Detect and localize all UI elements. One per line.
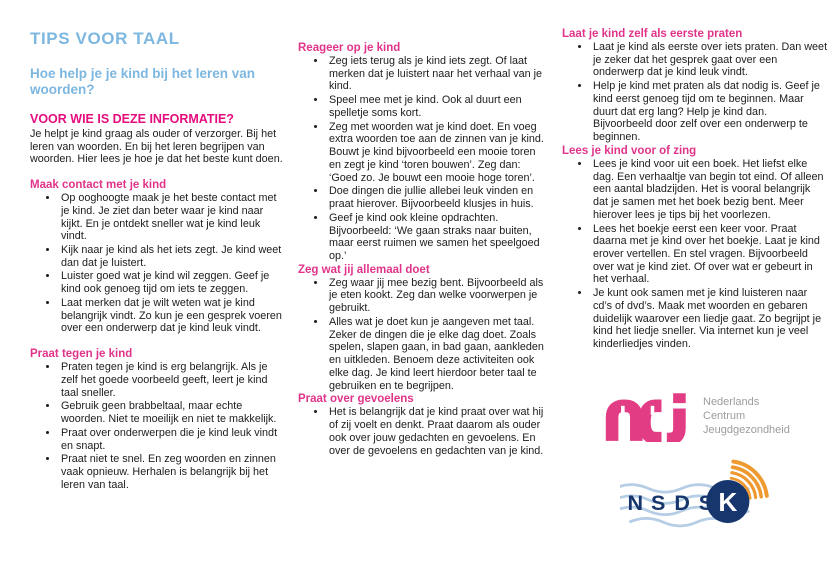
bullet-item: • Zeg waar jij mee bezig bent. Bijvoorbeeld als je eten kookt. Zeg dan welke voorwerpen je gebruikt.: [327, 277, 548, 315]
page-subtitle: Hoe help je je kind bij het leren van woorden?: [30, 66, 256, 97]
page-title: TIPS VOOR TAAL: [30, 29, 180, 48]
bullet-item: • Laat merken dat je wilt weten wat je kind belangrijk vindt. Zo kun je een gesprek voeren over een onderwerp dat je kind leuk vindt.: [59, 297, 284, 335]
bullet-list: [30, 192, 284, 335]
bullet-item: • Kijk naar je kind als het iets zegt. Je kind weet dan dat je luistert.: [59, 244, 284, 269]
section-maak-contact: [30, 179, 284, 335]
section-heading: Praat over gevoelens: [298, 393, 414, 406]
bullet-item: • Praat niet te snel. En zeg woorden en zinnen vaak opnieuw. Herhalen is belangrijk bij het leren van taal.: [59, 453, 284, 491]
section-heading: Maak contact met je kind: [30, 179, 167, 192]
section-heading: Praat tegen je kind: [30, 348, 133, 361]
bullet-item: • Zeg met woorden wat je kind doet. En voeg extra woorden toe aan de zinnen van je kind. Bouwt je kind bijvoorbeeld een mooie toren en zegt je kind ‘toren bouwen’. Zeg dan: ‘Goed zo. Je bouwt een mooie hoge toren’.: [327, 121, 548, 185]
bullet-item: • Je kunt ook samen met je kind luisteren naar cd’s of dvd’s. Maak met woorden en gebaren duidelijk waarover een liedje gaat. Zo begrijpt je kind het liedje sneller. Via internet kun je veel kinderliedjes vinden.: [591, 287, 828, 351]
section-gevoelens: [298, 393, 548, 457]
section-heading: Lees je kind voor of zing: [562, 144, 697, 157]
bullet-list: [298, 55, 548, 263]
section-zeg-wat-jij-doet: [298, 264, 548, 393]
ncj-logo-icon: [604, 393, 692, 442]
bullet-item: • Geef je kind ook kleine opdrachten. Bijvoorbeeld: ‘We gaan straks naar buiten, maar eerst ruimen we samen het speelgoed op.’: [327, 212, 548, 263]
ncj-logo: [604, 393, 828, 442]
bullet-item: • Praten tegen je kind is erg belangrijk. Als je zelf het goede voorbeeld geeft, leert je kind taal sneller.: [59, 361, 284, 399]
section-heading: Zeg wat jij allemaal doet: [298, 263, 430, 276]
section-voorlezen-zingen: [562, 145, 828, 351]
bullet-item: • Luister goed wat je kind wil zeggen. Geef je kind ook genoeg tijd om iets te zeggen.: [59, 270, 284, 295]
bullet-item: • Lees het boekje eerst een keer voor. Praat daarna met je kind over het boekje. Laat je kind erover vertellen. En stel vragen. Bijvoorbeeld over wat je kind ziet. Of over wat er gebeurt in het verhaal.: [591, 223, 828, 287]
column-3: [562, 26, 828, 588]
column-1: [30, 26, 284, 588]
bullet-item: • Laat je kind als eerste over iets praten. Dan weet je zeker dat het gesprek gaat over een onderwerp dat je kind leuk vindt.: [591, 41, 828, 79]
bullet-list: [562, 41, 828, 144]
bullet-item: • Lees je kind voor uit een boek. Het liefst elke dag. Een verhaaltje van begin tot eind. Of alleen een aantal bladzijden. Het is vooral belangrijk dat je samen met het boek bezig bent. Meer hierover lees je tips bij het voorlezen.: [591, 158, 828, 222]
nsdsk-letter-n: N: [627, 489, 644, 515]
bullet-item: • Gebruik geen brabbeltaal, maar echte woorden. Niet te moeilijk en niet te makkelijk.: [59, 400, 284, 425]
nsdsk-letter-s2: S: [698, 489, 714, 515]
section-heading: Reageer op je kind: [298, 42, 401, 54]
intro-heading: VOOR WIE IS DEZE INFORMATIE?: [30, 111, 234, 126]
section-praat-tegen: [30, 348, 284, 491]
bullet-item: • Zeg iets terug als je kind iets zegt. Of laat merken dat je luistert naar het verhaal van je kind.: [327, 55, 548, 93]
column-2: [298, 26, 548, 588]
intro-text: Je helpt je kind graag als ouder of verzorger. Bij het leren van woorden. En bij het leren begrijpen van woorden. Hier lees je hoe je dat het beste kunt doen.: [30, 127, 283, 166]
bullet-item: • Doe dingen die jullie allebei leuk vinden en praat hierover. Bijvoorbeeld klusjes in huis.: [327, 185, 548, 210]
ncj-text-line: Centrum: [703, 409, 746, 422]
bullet-list: [298, 277, 548, 393]
bullet-item: • Alles wat je doet kun je aangeven met taal. Zeker de dingen die je elke dag doet. Zoals spelen, slapen gaan, in bad gaan, aankleden en uitkleden. Benoem deze activiteiten ook elke dag. Je kind leert hierdoor beter taal te gebruiken en te begrijpen.: [327, 316, 548, 392]
bullet-item: • Het is belangrijk dat je kind praat over wat hij of zij voelt en denkt. Praat daarom als ouder ook over jouw gedachten en gevoelens. En over de gevoelens en gedachten van je kind.: [327, 406, 548, 457]
section-eerste-praten: [562, 28, 828, 144]
bullet-list: [298, 406, 548, 457]
bullet-item: • Praat over onderwerpen die je kind leuk vindt en snapt.: [59, 427, 284, 452]
ncj-text-line: Nederlands: [703, 395, 760, 408]
section-reageer: [298, 42, 548, 263]
nsdsk-letter-d: D: [674, 489, 690, 515]
ncj-logo-text: [703, 393, 790, 438]
nsdsk-logo: [620, 456, 828, 532]
bullet-item: • Speel mee met je kind. Ook al duurt een spelletje soms kort.: [327, 94, 548, 119]
ncj-text-line: Jeugdgezondheid: [703, 423, 790, 436]
bullet-list: [562, 158, 828, 351]
nsdsk-letter-s1: S: [650, 489, 666, 515]
bullet-list: [30, 361, 284, 491]
bullet-item: • Op ooghoogte maak je het beste contact met je kind. Je ziet dan beter waar je kind naar kijkt. En je ontdekt sneller wat je kind leuk vindt.: [59, 192, 284, 243]
bullet-item: • Help je kind met praten als dat nodig is. Geef je kind eerst genoeg tijd om te beginnen. Maar duurt dat erg lang? Help je kind dan. Bijvoorbeeld door zelf over een onderwerp te beginnen.: [591, 80, 828, 144]
nsdsk-letter-k: K: [718, 486, 738, 517]
section-heading: Laat je kind zelf als eerste praten: [562, 28, 743, 40]
